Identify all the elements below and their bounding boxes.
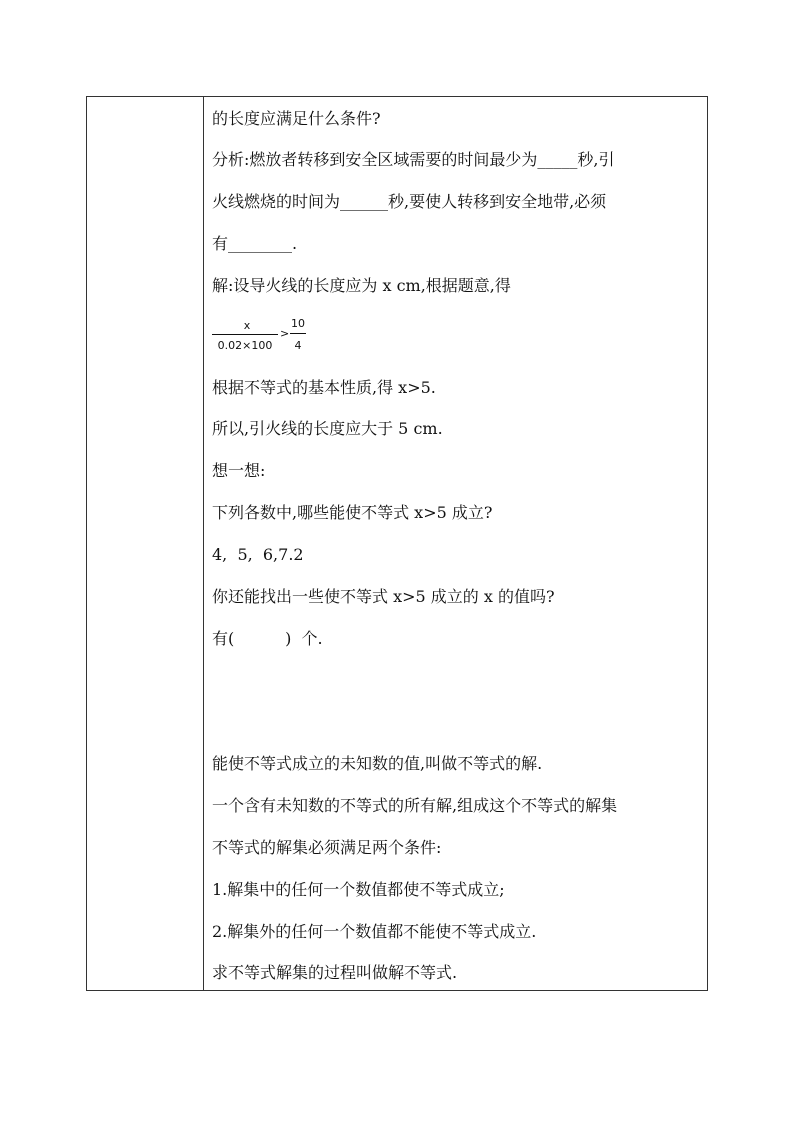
definition-line: 求不等式解集的过程叫做解不等式. bbox=[212, 963, 458, 982]
answer-blank-line: 有( ) 个. bbox=[212, 629, 323, 648]
definition-line: 不等式的解集必须满足两个条件: bbox=[212, 838, 442, 857]
fraction-bar bbox=[290, 333, 306, 334]
content-cell bbox=[212, 97, 702, 990]
left-cell bbox=[87, 97, 203, 990]
text-line: 所以,引火线的长度应大于 5 cm. bbox=[212, 419, 443, 438]
question-line: 你还能找出一些使不等式 x>5 成立的 x 的值吗? bbox=[212, 587, 555, 606]
analysis-line: 分析:燃放者转移到安全区域需要的时间最少为_____秒,引 bbox=[212, 150, 615, 169]
formula-left-denominator: 0.02×100 bbox=[217, 339, 273, 352]
question-line: 下列各数中,哪些能使不等式 x>5 成立? bbox=[212, 503, 493, 522]
definition-line: 一个含有未知数的不等式的所有解,组成这个不等式的解集 bbox=[212, 796, 618, 815]
section-heading: 想一想: bbox=[212, 461, 266, 480]
formula-left-numerator: x bbox=[243, 319, 251, 332]
text-line: 的长度应满足什么条件? bbox=[212, 109, 381, 128]
text-line: 根据不等式的基本性质,得 x>5. bbox=[212, 378, 436, 397]
definition-line: 能使不等式成立的未知数的值,叫做不等式的解. bbox=[212, 754, 543, 773]
lesson-table bbox=[86, 96, 708, 991]
solution-line: 解:设导火线的长度应为 x cm,根据题意,得 bbox=[212, 276, 511, 295]
formula-right-denominator: 4 bbox=[294, 339, 302, 352]
fraction-bar bbox=[212, 334, 278, 335]
formula-right-numerator: 10 bbox=[291, 317, 305, 330]
formula-operator: > bbox=[280, 327, 290, 340]
column-divider bbox=[203, 97, 204, 990]
number-list: 4, 5, 6,7.2 bbox=[212, 545, 304, 564]
condition-item: 2.解集外的任何一个数值都不能使不等式成立. bbox=[212, 922, 537, 941]
text-line: 有________. bbox=[212, 234, 298, 253]
text-line: 火线燃烧的时间为______秒,要使人转移到安全地带,必须 bbox=[212, 192, 607, 211]
condition-item: 1.解集中的任何一个数值都使不等式成立; bbox=[212, 880, 505, 899]
inequality-formula bbox=[212, 319, 352, 359]
